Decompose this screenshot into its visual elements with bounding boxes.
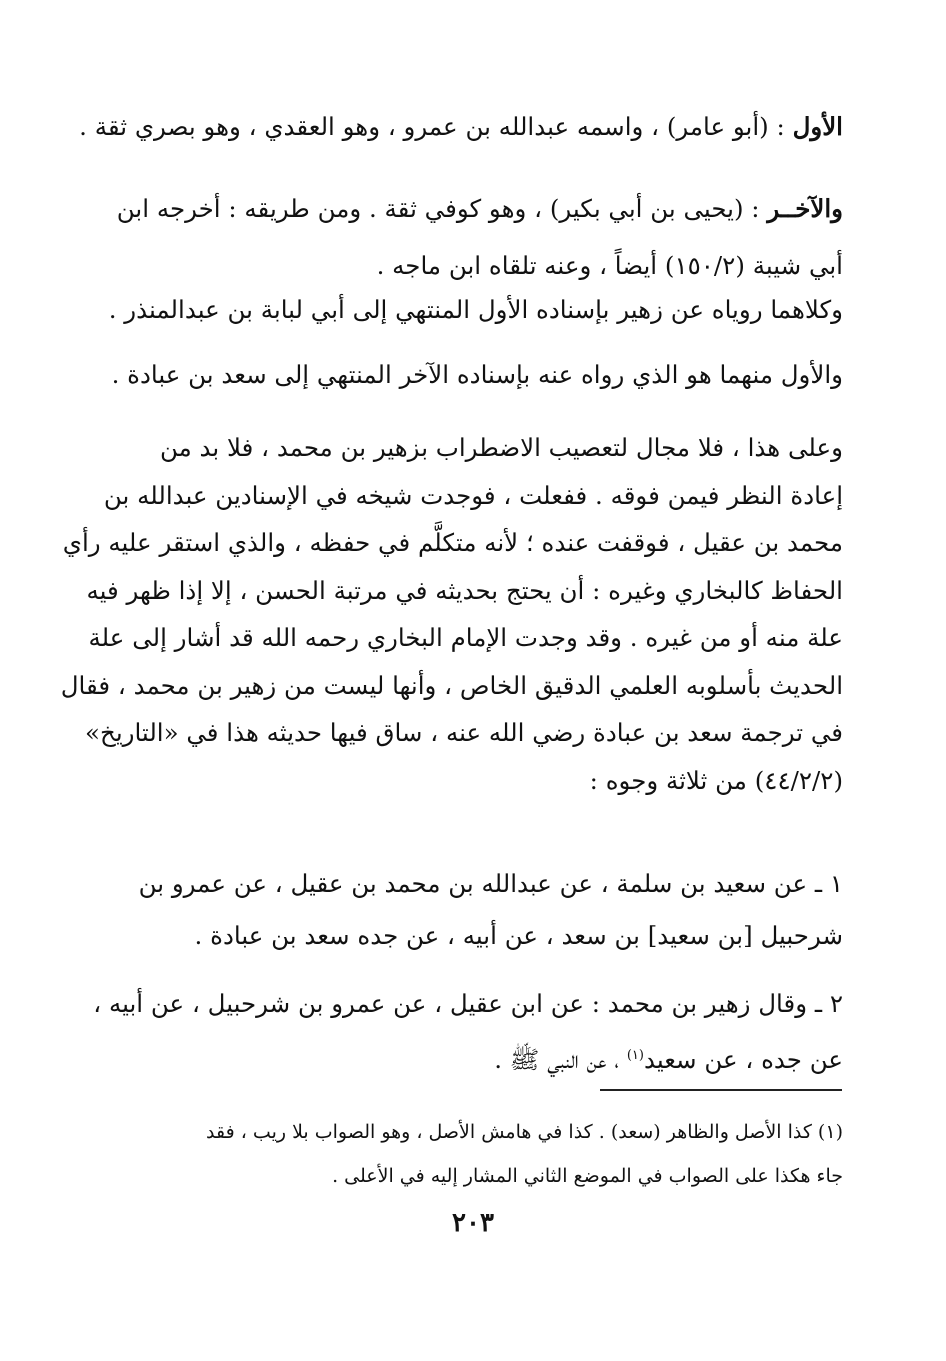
text-line: محمد بن عقيل ، فوقفت عنده ؛ لأنه متكلَّم في حفظه ، والذي استقر عليه رأي bbox=[62, 528, 843, 557]
text-line: شرحبيل [بن سعيد] بن سعد ، عن أبيه ، عن جده سعد بن عبادة . bbox=[194, 921, 843, 950]
text-line: وعلى هذا ، فلا مجال لتعصيب الاضطراب بزهير بن محمد ، فلا بد من bbox=[160, 433, 843, 462]
text-line: والأول منهما هو الذي رواه عنه بإسناده الآخر المنتهي إلى سعد بن عبادة . bbox=[111, 360, 843, 389]
footnote-line: جاء هكذا على الصواب في الموضع الثاني المشار إليه في الأعلى . bbox=[332, 1165, 843, 1187]
text-span: : (يحيى بن أبي بكير) ، وهو كوفي ثقة . ومن طريقه : أخرجه ابن bbox=[116, 194, 768, 223]
text-line: في ترجمة سعد بن عبادة رضي الله عنه ، ساق فيها حديثه هذا في «التاريخ» bbox=[85, 718, 843, 747]
text-line: أبي شيبة (١٥٠/٢) أيضاً ، وعنه تلقاه ابن ماجه . bbox=[376, 251, 843, 280]
text-line bbox=[103, 1030, 843, 1086]
page-number: ٢٠٣ bbox=[452, 1208, 494, 1238]
text-line: (٤٤/٢/٢) من ثلاثة وجوه : bbox=[589, 765, 843, 795]
paragraph-first-of-them bbox=[103, 360, 843, 389]
footnote-line: (١) كذا الأصل والظاهر (سعد) . كذا في هامش الأصل ، وهو الصواب بلا ريب ، فقد bbox=[206, 1121, 843, 1143]
term-label: والآخــر bbox=[767, 194, 843, 223]
text-line: الحفاظ كالبخاري وغيره : أن يحتج بحديثه في مرتبة الحسن ، إلا إذا ظهر فيه bbox=[86, 575, 843, 605]
paragraph-both-narrated bbox=[103, 295, 843, 324]
text-line: ١ ـ عن سعيد بن سلمة ، عن عبدالله بن محمد بن عقيل ، عن عمرو بن bbox=[138, 869, 843, 898]
paragraph-analysis bbox=[60, 424, 843, 804]
paragraph-way-one bbox=[103, 858, 843, 962]
text-line bbox=[79, 112, 843, 141]
text-line: الحديث بأسلوبه العلمي الدقيق الخاص ، وأنها ليست من زهير بن محمد ، فقال bbox=[60, 670, 843, 700]
footnote bbox=[103, 1110, 843, 1198]
text-span: عن جده ، عن سعيد bbox=[643, 1045, 843, 1075]
text-line: علة منه أو من غيره . وقد وجدت الإمام البخاري رحمه الله قد أشار إلى علة bbox=[88, 623, 843, 652]
paragraph-second-narrator bbox=[103, 180, 843, 294]
term-label: الأول bbox=[792, 112, 843, 141]
footnote-separator bbox=[600, 1089, 842, 1091]
text-line: إعادة النظر فيمن فوقه . ففعلت ، فوجدت شيخه في الإسنادين عبدالله بن bbox=[103, 480, 843, 510]
text-span: ، عن النبي ﷺ . bbox=[494, 1045, 627, 1075]
text-line bbox=[103, 180, 843, 237]
text-line: ٢ ـ وقال زهير بن محمد : عن ابن عقيل ، عن عمرو بن شرحبيل ، عن أبيه ، bbox=[93, 989, 843, 1018]
footnote-reference: (١) bbox=[626, 1048, 644, 1063]
paragraph-first-narrator bbox=[79, 112, 843, 141]
paragraph-way-two bbox=[93, 978, 843, 1086]
text-line: وكلاهما روياه عن زهير بإسناده الأول المنتهي إلى أبي لبابة بن عبدالمنذر . bbox=[108, 295, 843, 324]
text-span: : (أبو عامر) ، واسمه عبدالله بن عمرو ، وهو العقدي ، وهو بصري ثقة . bbox=[79, 112, 793, 141]
